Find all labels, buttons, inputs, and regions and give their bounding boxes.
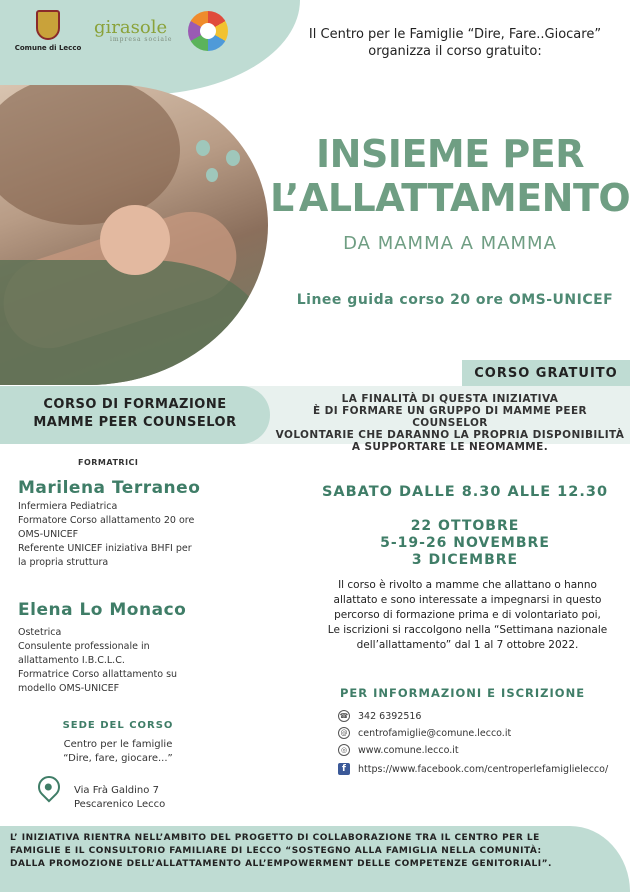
guidelines-text: Linee guida corso 20 ore OMS-UNICEF: [296, 292, 614, 308]
girasole-sublabel: impresa sociale: [110, 36, 173, 43]
address-line: Via Frà Galdino 7: [74, 785, 159, 796]
trainer-description-line: Infermiera Pediatrica: [18, 501, 118, 512]
comune-lecco-label: Comune di Lecco: [14, 44, 82, 52]
schedule-date: 3 DICEMBRE: [411, 552, 519, 568]
course-description-line: Le iscrizioni si raccolgono nella “Settimana nazionale: [327, 624, 608, 636]
logo-row: [14, 10, 228, 52]
trainer-name: Marilena Terraneo: [18, 478, 201, 498]
schedule-date: 5-19-26 NOVEMBRE: [380, 535, 550, 551]
course-name: [10, 396, 260, 432]
schedule-dates: [300, 518, 630, 569]
venue-label: SEDE DEL CORSO: [62, 720, 174, 731]
footer-text: [10, 832, 610, 871]
coat-of-arms-icon: [36, 10, 60, 40]
contact-facebook[interactable]: [338, 763, 608, 775]
course-aim-line: LA FINALITÀ DI QUESTA INIZIATIVA: [341, 393, 559, 405]
mother-breastfeeding-photo: [0, 85, 268, 385]
decorative-dot: [226, 150, 240, 166]
intro-line: organizza il corso gratuito:: [368, 44, 542, 59]
course-name-line: MAMME PEER COUNSELOR: [33, 415, 237, 430]
trainer-description-line: allattamento I.B.C.L.C.: [18, 655, 125, 666]
contact-email[interactable]: [338, 727, 511, 739]
photo-baby-shape: [100, 205, 170, 275]
trainer-description-line: modello OMS-UNICEF: [18, 683, 120, 694]
footer-line: L’ INIZIATIVA RIENTRA NELL’AMBITO DEL PROGETTO DI COLLABORAZIONE TRA IL CENTRO PER LE: [10, 833, 540, 843]
trainer-description: [18, 500, 228, 570]
trainers-label: FORMATRICI: [78, 458, 139, 467]
facebook-icon: f: [338, 763, 350, 775]
location-pin-icon: [33, 771, 64, 802]
girasole-label: girasole: [94, 17, 168, 38]
trainer-description-line: la propria struttura: [18, 557, 109, 568]
phone-icon: ☎: [339, 712, 349, 720]
address-line: Pescarenico Lecco: [74, 799, 166, 810]
venue-line: “Dire, fare, giocare...”: [63, 753, 173, 764]
free-course-badge: CORSO GRATUITO: [462, 360, 630, 386]
globe-icon: ◎: [338, 744, 350, 756]
course-name-line: CORSO DI FORMAZIONE: [43, 397, 227, 412]
facebook-link[interactable]: https://www.facebook.com/centroperlefamiglielecco/: [358, 763, 609, 775]
trainer-description-line: Formatore Corso allattamento 20 ore: [18, 515, 195, 526]
title-line: L’ALLATTAMENTO: [270, 176, 630, 220]
girasole-logo: [94, 19, 172, 43]
venue-address: [74, 784, 165, 812]
venue-line: Centro per le famiglie: [63, 739, 173, 750]
course-aim: [275, 393, 625, 453]
decorative-dot: [196, 140, 210, 156]
comune-lecco-logo: [14, 10, 82, 52]
trainer-description-line: Consulente professionale in: [18, 641, 150, 652]
phone-number[interactable]: 342 6392516: [358, 710, 422, 722]
course-description-line: dell’allattamento” dal 1 al 7 ottobre 2022.: [356, 639, 579, 651]
footer-line: DALLA PROMOZIONE DELL’ALLATTAMENTO ALL’EMPOWERMENT DELLE COMPETENZE GENITORIALI”.: [10, 859, 552, 869]
info-title: PER INFORMAZIONI E ISCRIZIONE: [340, 686, 586, 700]
course-aim-line: È DI FORMARE UN GRUPPO DI MAMME PEER COUNSELOR: [312, 405, 588, 429]
intro-text: [290, 26, 620, 60]
intro-line: Il Centro per le Famiglie “Dire, Fare..Giocare”: [308, 27, 602, 42]
trainer-description: [18, 626, 228, 696]
email-icon: @: [338, 727, 350, 739]
footer-line: FAMIGLIE E IL CONSULTORIO FAMILIARE DI LECCO “SOSTEGNO ALLA FAMIGLIA NELLA COMUNITÀ:: [10, 846, 542, 856]
trainer-description-line: Referente UNICEF iniziativa BHFI per: [18, 543, 192, 554]
contact-web[interactable]: [338, 744, 459, 756]
website-link[interactable]: www.comune.lecco.it: [358, 744, 459, 756]
contact-phone[interactable]: [338, 710, 421, 722]
title-line: INSIEME PER: [316, 132, 584, 176]
course-aim-line: A SUPPORTARE LE NEOMAMME.: [351, 441, 549, 453]
decorative-dot: [206, 168, 218, 182]
course-description-line: Il corso è rivolto a mamme che allattano o hanno: [338, 579, 597, 591]
course-description: [305, 578, 630, 653]
schedule-date: 22 OTTOBRE: [410, 518, 520, 534]
schedule-time: SABATO DALLE 8.30 ALLE 12.30: [321, 484, 609, 500]
trainer-description-line: Ostetrica: [18, 627, 62, 638]
course-description-line: allattato e sono interessate a impegnarsi in questo: [333, 594, 602, 606]
page-subtitle: DA MAMMA A MAMMA: [343, 233, 557, 254]
venue-name: [18, 738, 218, 766]
photo-hair-shape: [0, 85, 180, 225]
course-aim-line: VOLONTARIE CHE DARANNO LA PROPRIA DISPONIBILITÀ: [275, 429, 625, 441]
trainer-description-line: OMS-UNICEF: [18, 529, 79, 540]
page-title: [270, 132, 630, 220]
centro-famiglie-flower-logo: [188, 11, 228, 51]
trainer-name: Elena Lo Monaco: [18, 600, 187, 620]
trainer-description-line: Formatrice Corso allattamento su: [18, 669, 178, 680]
email-link[interactable]: centrofamiglie@comune.lecco.it: [358, 727, 512, 739]
course-description-line: percorso di formazione prima e di volontariato poi,: [334, 609, 601, 621]
